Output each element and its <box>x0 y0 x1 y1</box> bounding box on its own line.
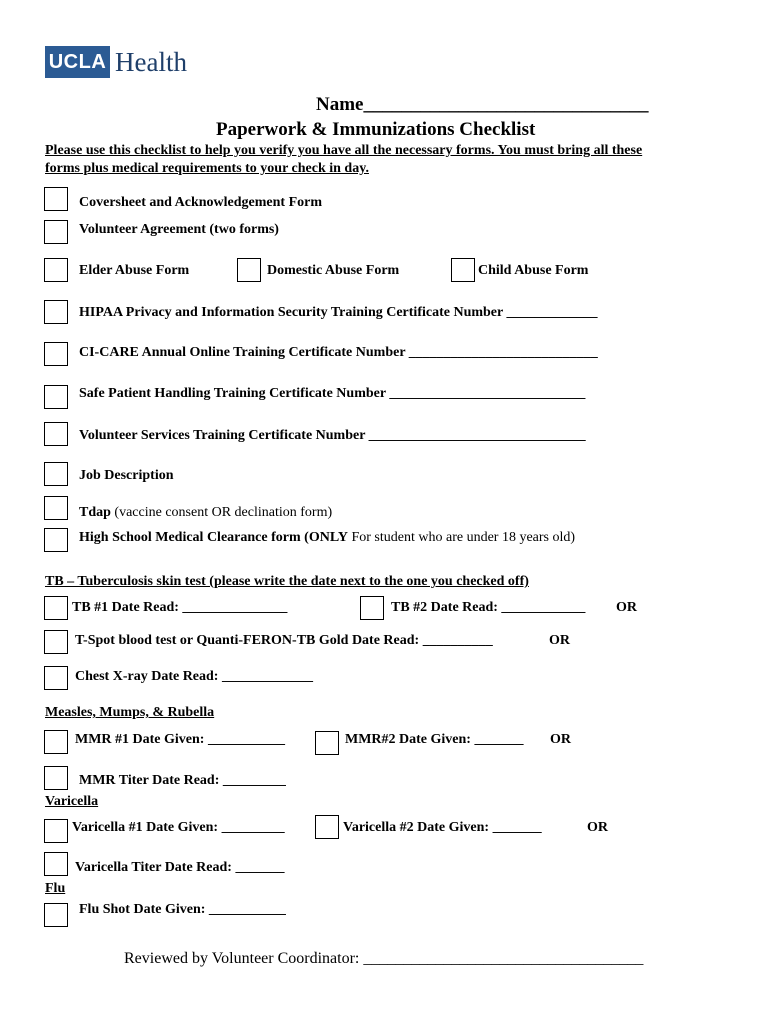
varicella-or: OR <box>587 820 608 835</box>
volunteer-agreement-checkbox[interactable] <box>44 220 68 244</box>
tspot-label: T-Spot blood test or Quanti-FERON-TB Gold Date Read: __________ <box>75 633 493 648</box>
child-abuse-label: Child Abuse Form <box>478 263 589 278</box>
ci-care-label: CI-CARE Annual Online Training Certificate Number ___________________________ <box>79 345 598 360</box>
varicella-titer-label: Varicella Titer Date Read: _______ <box>75 860 285 875</box>
hs-clearance-only: ONLY <box>308 530 348 545</box>
reviewed-by-line: Reviewed by Volunteer Coordinator: ___________________________________ <box>124 950 644 967</box>
varicella-titer-checkbox[interactable] <box>44 852 68 876</box>
volunteer-services-label: Volunteer Services Training Certificate Number _______________________________ <box>79 428 586 443</box>
page-title: Paperwork & Immunizations Checklist <box>216 119 536 140</box>
mmr-or: OR <box>550 732 571 747</box>
flu-heading: Flu <box>45 881 66 896</box>
safe-patient-checkbox[interactable] <box>44 385 68 409</box>
mmr1-label: MMR #1 Date Given: ___________ <box>75 732 285 747</box>
varicella2-checkbox[interactable] <box>315 815 339 839</box>
intro-line-1: Please use this checklist to help you verify you have all the necessary forms. You must bring all these <box>45 143 643 158</box>
tb-or-1: OR <box>616 600 637 615</box>
hipaa-checkbox[interactable] <box>44 300 68 324</box>
tb1-checkbox[interactable] <box>44 596 68 620</box>
ucla-logo-text: Health <box>115 47 187 77</box>
xray-label: Chest X-ray Date Read: _____________ <box>75 669 313 684</box>
varicella1-checkbox[interactable] <box>44 819 68 843</box>
varicella1-label: Varicella #1 Date Given: _________ <box>72 820 285 835</box>
tb-or-2: OR <box>549 633 570 648</box>
tb2-checkbox[interactable] <box>360 596 384 620</box>
name-field-label: Name______________________________ <box>316 94 649 115</box>
elder-abuse-checkbox[interactable] <box>44 258 68 282</box>
intro-line-2: forms plus medical requirements to your check in day. <box>45 161 369 176</box>
tb-heading: TB – Tuberculosis skin test (please write the date next to the one you checked off) <box>45 574 529 589</box>
volunteer-agreement-label: Volunteer Agreement (two forms) <box>79 222 279 237</box>
mmr2-label: MMR#2 Date Given: _______ <box>345 732 524 747</box>
flu-shot-label: Flu Shot Date Given: ___________ <box>79 902 286 917</box>
job-description-label: Job Description <box>79 468 174 483</box>
hs-clearance-label <box>79 530 575 546</box>
ci-care-checkbox[interactable] <box>44 342 68 366</box>
varicella-heading: Varicella <box>45 794 99 809</box>
volunteer-services-checkbox[interactable] <box>44 422 68 446</box>
ucla-logo-mark: UCLA <box>45 46 110 78</box>
tdap-label-bold: Tdap <box>79 505 111 520</box>
coversheet-label: Coversheet and Acknowledgement Form <box>79 195 323 210</box>
mmr-titer-label: MMR Titer Date Read: _________ <box>79 773 286 788</box>
xray-checkbox[interactable] <box>44 666 68 690</box>
domestic-abuse-checkbox[interactable] <box>237 258 261 282</box>
mmr-heading: Measles, Mumps, & Rubella <box>45 705 215 720</box>
coversheet-checkbox[interactable] <box>44 187 68 211</box>
safe-patient-label: Safe Patient Handling Training Certificate Number ____________________________ <box>79 386 586 401</box>
tdap-label-rest: (vaccine consent OR declination form) <box>110 505 333 520</box>
varicella2-label: Varicella #2 Date Given: _______ <box>343 820 542 835</box>
domestic-abuse-label: Domestic Abuse Form <box>267 263 400 278</box>
mmr-titer-checkbox[interactable] <box>44 766 68 790</box>
hs-clearance-rest: For student who are under 18 years old) <box>347 530 576 545</box>
hs-clearance-checkbox[interactable] <box>44 528 68 552</box>
mmr1-checkbox[interactable] <box>44 730 68 754</box>
tdap-label <box>79 505 332 521</box>
mmr2-checkbox[interactable] <box>315 731 339 755</box>
tb2-label: TB #2 Date Read: ____________ <box>391 600 586 615</box>
hs-clearance-paren: ( <box>300 530 309 545</box>
flu-checkbox[interactable] <box>44 903 68 927</box>
hipaa-label: HIPAA Privacy and Information Security Training Certificate Number _____________ <box>79 305 598 320</box>
hs-clearance-bold: High School Medical Clearance form <box>79 530 301 545</box>
elder-abuse-label: Elder Abuse Form <box>79 263 190 278</box>
tb1-label: TB #1 Date Read: _______________ <box>72 600 288 615</box>
tspot-checkbox[interactable] <box>44 630 68 654</box>
child-abuse-checkbox[interactable] <box>451 258 475 282</box>
job-description-checkbox[interactable] <box>44 462 68 486</box>
tdap-checkbox[interactable] <box>44 496 68 520</box>
